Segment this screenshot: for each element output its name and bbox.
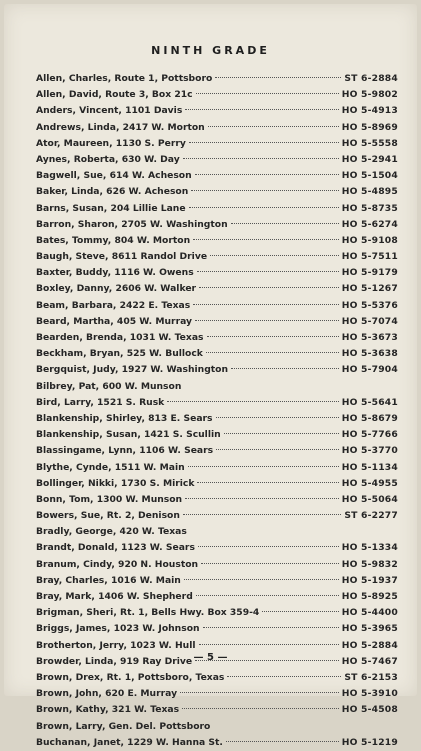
entry-name-address: Allen, Charles, Route 1, Pottsboro xyxy=(36,73,213,84)
entry-name-address: Bearden, Brenda, 1031 W. Texas xyxy=(36,332,204,343)
directory-entry xyxy=(36,103,398,119)
entry-name-address: Brown, John, 620 E. Murray xyxy=(36,688,178,700)
dot-leader xyxy=(196,93,339,94)
dot-leader xyxy=(196,595,339,596)
dot-leader xyxy=(215,77,341,78)
dot-leader xyxy=(189,142,339,143)
directory-entry xyxy=(36,249,398,265)
dot-leader xyxy=(216,417,339,418)
entry-phone: HO 5-7467 xyxy=(341,655,398,667)
entry-phone: HO 5-6274 xyxy=(341,218,398,230)
entry-name-address: Briggs, James, 1023 W. Johnson xyxy=(36,623,200,635)
entry-name-address: Ator, Maureen, 1130 S. Perry xyxy=(36,137,186,149)
directory-entry xyxy=(36,136,398,152)
entry-name-address: Bonn, Tom, 1300 W. Munson xyxy=(36,493,183,505)
dot-leader xyxy=(188,466,339,467)
entry-name-address: Bergquist, Judy, 1927 W. Washington xyxy=(36,364,229,376)
dot-leader xyxy=(231,368,339,369)
dot-leader xyxy=(199,644,339,645)
directory-entry xyxy=(36,120,398,136)
student-directory-list xyxy=(36,71,398,751)
entry-phone: HO 5-3965 xyxy=(341,623,398,635)
directory-entry xyxy=(36,735,398,751)
entry-phone: HO 5-7766 xyxy=(341,429,398,441)
directory-entry xyxy=(36,184,398,200)
entry-name-address: Barron, Sharon, 2705 W. Washington xyxy=(36,218,228,230)
entry-phone: HO 5-5064 xyxy=(341,493,398,505)
entry-name-address: Brotherton, Jerry, 1023 W. Hull xyxy=(36,639,196,651)
entry-name-address: Buchanan, Janet, 1229 W. Hanna St. xyxy=(36,736,223,748)
directory-entry xyxy=(36,201,398,217)
directory-entry xyxy=(36,87,398,103)
directory-entry xyxy=(36,168,398,184)
entry-phone: HO 5-1504 xyxy=(341,170,398,182)
entry-name-address: Bray, Mark, 1406 W. Shepherd xyxy=(36,591,193,602)
entry-phone: HO 5-2941 xyxy=(341,153,398,165)
dot-leader xyxy=(226,741,339,742)
directory-entry xyxy=(36,265,398,281)
entry-phone: HO 5-7511 xyxy=(341,251,398,263)
entry-phone: HO 5-4955 xyxy=(341,477,398,489)
dot-leader xyxy=(183,514,341,515)
entry-phone: HO 5-8735 xyxy=(341,202,398,214)
entry-name-address: Allen, David, Route 3, Box 21c xyxy=(36,89,193,101)
entry-phone: HO 5-9108 xyxy=(341,234,398,246)
entry-name-address: Anders, Vincent, 1101 Davis xyxy=(36,105,183,117)
dot-leader xyxy=(231,223,339,224)
entry-name-address: Blythe, Cynde, 1511 W. Main xyxy=(36,461,185,473)
entry-phone: HO 5-1334 xyxy=(341,542,398,554)
entry-phone: HO 5-1267 xyxy=(341,283,398,295)
entry-phone: HO 5-4400 xyxy=(341,607,398,619)
directory-entry xyxy=(36,589,398,605)
entry-phone: HO 5-8969 xyxy=(341,121,398,133)
directory-entry xyxy=(36,395,398,411)
dot-leader xyxy=(227,676,341,677)
directory-entry xyxy=(36,411,398,427)
directory-entry xyxy=(36,605,398,621)
entry-name-address: Bird, Larry, 1521 S. Rusk xyxy=(36,396,165,408)
entry-name-address: Brandt, Donald, 1123 W. Sears xyxy=(36,542,195,554)
dot-leader xyxy=(195,174,339,175)
entry-phone: HO 5-5376 xyxy=(341,299,398,311)
dot-leader xyxy=(189,207,339,208)
dot-leader xyxy=(197,482,338,483)
entry-phone: HO 5-3910 xyxy=(341,688,398,700)
entry-name-address: Bilbrey, Pat, 600 W. Munson xyxy=(36,380,182,392)
entry-phone: HO 5-7904 xyxy=(341,364,398,376)
entry-phone: HO 5-9179 xyxy=(341,267,398,279)
entry-name-address: Branum, Cindy, 920 N. Houston xyxy=(36,558,199,570)
entry-phone: HO 5-5641 xyxy=(341,396,398,408)
directory-entry xyxy=(36,524,398,540)
entry-name-address: Bagwell, Sue, 614 W. Acheson xyxy=(36,170,192,182)
entry-name-address: Browder, Linda, 919 Ray Drive xyxy=(36,655,193,667)
entry-phone: HO 5-8925 xyxy=(341,591,398,602)
directory-entry xyxy=(36,71,398,87)
entry-name-address: Andrews, Linda, 2417 W. Morton xyxy=(36,121,205,133)
dot-leader xyxy=(208,126,339,127)
directory-entry xyxy=(36,379,398,395)
entry-name-address: Baxter, Buddy, 1116 W. Owens xyxy=(36,267,194,279)
entry-phone: HO 5-1219 xyxy=(341,736,398,748)
dot-leader xyxy=(195,320,339,321)
directory-entry xyxy=(36,298,398,314)
directory-entry xyxy=(36,443,398,459)
entry-phone: HO 5-2884 xyxy=(341,639,398,651)
entry-phone: HO 5-8679 xyxy=(341,412,398,424)
entry-phone: HO 5-9802 xyxy=(341,89,398,101)
entry-phone: HO 5-9832 xyxy=(341,558,398,570)
dot-leader xyxy=(206,352,339,353)
entry-name-address: Bray, Charles, 1016 W. Main xyxy=(36,574,181,586)
entry-name-address: Blassingame, Lynn, 1106 W. Sears xyxy=(36,445,214,457)
entry-name-address: Beard, Martha, 405 W. Murray xyxy=(36,315,193,327)
directory-entry xyxy=(36,281,398,297)
entry-phone: HO 5-4508 xyxy=(341,704,398,716)
dot-leader xyxy=(198,546,339,547)
directory-entry xyxy=(36,573,398,589)
dot-leader xyxy=(182,708,339,709)
directory-entry xyxy=(36,427,398,443)
directory-entry xyxy=(36,540,398,556)
dot-leader xyxy=(262,611,338,612)
directory-entry xyxy=(36,346,398,362)
dot-leader xyxy=(193,304,338,305)
dot-leader xyxy=(216,449,339,450)
directory-entry xyxy=(36,362,398,378)
entry-name-address: Barns, Susan, 204 Lillie Lane xyxy=(36,202,186,214)
entry-phone: HO 5-7074 xyxy=(341,315,398,327)
dot-leader xyxy=(193,239,339,240)
directory-entry xyxy=(36,217,398,233)
entry-phone: HO 5-4913 xyxy=(341,105,398,117)
dot-leader xyxy=(207,336,339,337)
entry-name-address: Brigman, Sheri, Rt. 1, Bells Hwy. Box 359-4 xyxy=(36,607,260,619)
dot-leader xyxy=(184,579,339,580)
directory-entry xyxy=(36,330,398,346)
entry-name-address: Bates, Tommy, 804 W. Morton xyxy=(36,234,191,246)
dot-leader xyxy=(180,692,339,693)
entry-phone: HO 5-1134 xyxy=(341,461,398,473)
entry-phone: HO 5-3638 xyxy=(341,348,398,360)
directory-entry xyxy=(36,152,398,168)
directory-page xyxy=(4,4,417,748)
entry-phone: ST 6-2884 xyxy=(344,73,398,84)
directory-entry xyxy=(36,702,398,718)
entry-phone: HO 5-3673 xyxy=(341,332,398,343)
entry-phone: HO 5-3770 xyxy=(341,445,398,457)
entry-name-address: Aynes, Roberta, 630 W. Day xyxy=(36,153,180,165)
dot-leader xyxy=(185,498,339,499)
directory-entry xyxy=(36,492,398,508)
entry-name-address: Brown, Drex, Rt. 1, Pottsboro, Texas xyxy=(36,671,225,683)
dot-leader xyxy=(185,109,338,110)
entry-name-address: Baker, Linda, 626 W. Acheson xyxy=(36,186,189,198)
entry-name-address: Boxley, Danny, 2606 W. Walker xyxy=(36,283,197,295)
dot-leader xyxy=(183,158,339,159)
dot-leader xyxy=(201,563,339,564)
dot-leader xyxy=(167,401,338,402)
entry-name-address: Brown, Kathy, 321 W. Texas xyxy=(36,704,180,716)
entry-name-address: Baugh, Steve, 8611 Randol Drive xyxy=(36,251,208,263)
dot-leader xyxy=(224,433,339,434)
entry-name-address: Brown, Larry, Gen. Del. Pottsboro xyxy=(36,720,211,732)
entry-name-address: Blankenship, Susan, 1421 S. Scullin xyxy=(36,429,221,441)
entry-name-address: Beam, Barbara, 2422 E. Texas xyxy=(36,299,191,311)
entry-name-address: Bollinger, Nikki, 1730 S. Mirick xyxy=(36,477,195,489)
dot-leader xyxy=(199,287,339,288)
entry-name-address: Bowers, Sue, Rt. 2, Denison xyxy=(36,510,180,522)
directory-entry xyxy=(36,508,398,524)
directory-entry xyxy=(36,460,398,476)
entry-phone: ST 6-2153 xyxy=(344,671,398,683)
dot-leader xyxy=(191,190,338,191)
directory-entry xyxy=(36,670,398,686)
dot-leader xyxy=(197,271,339,272)
directory-entry xyxy=(36,719,398,735)
directory-entry xyxy=(36,476,398,492)
directory-entry xyxy=(36,314,398,330)
entry-phone: HO 5-5558 xyxy=(341,137,398,149)
page-number: — 5 — xyxy=(193,652,228,663)
entry-phone: ST 6-2277 xyxy=(344,510,398,522)
page-title: NINTH GRADE xyxy=(151,44,270,57)
directory-entry xyxy=(36,557,398,573)
directory-entry xyxy=(36,233,398,249)
directory-entry xyxy=(36,621,398,637)
dot-leader xyxy=(203,627,339,628)
entry-name-address: Beckham, Bryan, 525 W. Bullock xyxy=(36,348,203,360)
dot-leader xyxy=(210,255,339,256)
entry-phone: HO 5-1937 xyxy=(341,574,398,586)
entry-name-address: Blankenship, Shirley, 813 E. Sears xyxy=(36,412,213,424)
entry-name-address: Bradly, George, 420 W. Texas xyxy=(36,526,187,538)
entry-phone: HO 5-4895 xyxy=(341,186,398,198)
